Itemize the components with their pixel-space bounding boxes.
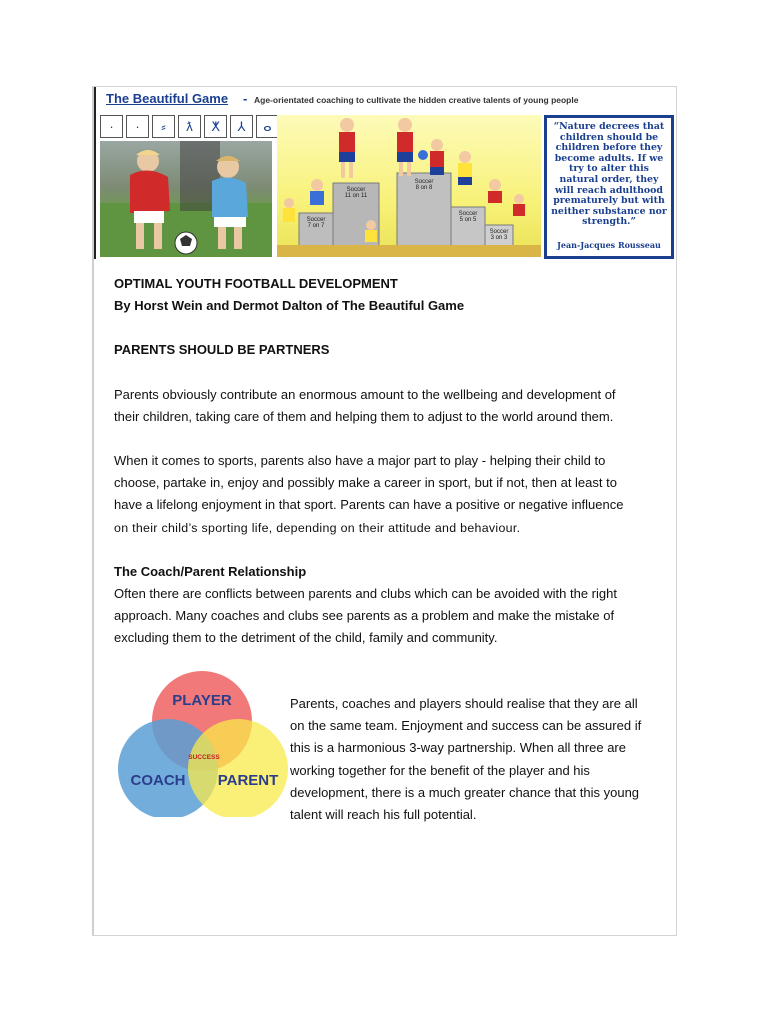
player-figure [488,179,502,203]
paragraph-line: When it comes to sports, parents also have a major part to play - helping their child to [114,453,606,469]
player-figure [339,118,355,178]
quote-text: “Nature decrees that children should be children before they become adults. If we try to alter this natural order, they will reach adulthood prematurely but with neither substance nor strength.” [551,121,667,228]
partnership-section [114,671,660,821]
banner [94,87,676,259]
partnership-paragraph [290,693,664,826]
rousseau-quote-box [544,115,674,259]
player-icon: ⅄ [230,115,253,138]
player-figure [365,220,377,242]
podium-label: Soccer [306,217,326,223]
paragraph-line: working together for the benefit of the player and his [290,762,590,778]
paragraph-line: on the same team. Enjoyment and success can be assured if [290,718,642,734]
paragraph-line: approach. Many coaches and clubs see parents as a problem and make the mistake of [114,608,615,624]
player-icon: ⸗ [152,115,175,138]
paragraph-line: Often there are conflicts between parents and clubs which can be avoided with the right [114,586,617,602]
player-figure [283,198,295,222]
ball-icon: · [100,115,123,138]
paragraph-line: Parents obviously contribute an enormous amount to the wellbeing and development of [114,386,616,402]
parent-circle [188,719,288,817]
banner-divider [94,87,96,259]
podium-label: Soccer [346,187,366,193]
venn-center-label: SUCCESS [188,754,220,761]
paragraph-line: excluding them to the detriment of the child, family and community. [114,630,498,646]
player-figure [513,194,525,216]
podium-label: Soccer [489,229,509,235]
player-icon-strip [100,115,279,138]
paragraph-line: their children, taking care of them and helping them to adjust to the world around them. [114,408,614,424]
document-page [92,86,677,936]
venn-coach-label: COACH [130,772,186,789]
ball-icon: · [126,115,149,138]
player-figure [310,179,324,205]
banner-title: The Beautiful Game [106,91,229,106]
player-figure [418,139,444,175]
paragraph-line: on their child’s sporting life, depending on their attitude and behaviour. [114,520,521,535]
paragraph-line: choose, partake in, enjoy and possibly make a career in sport, but if not, then at least to [114,475,617,491]
subheading: The Coach/Parent Relationship [114,563,307,579]
podium-sublabel: 11 on 11 [344,193,368,199]
section-heading: PARENTS SHOULD BE PARTNERS [114,342,330,358]
podium-label: Soccer [414,179,434,185]
venn-diagram [114,671,290,817]
article-byline: By Horst Wein and Dermot Dalton of The Beautiful Game [114,298,465,314]
article-title: OPTIMAL YOUTH FOOTBALL DEVELOPMENT [114,276,398,291]
podium-label: Soccer [458,211,478,217]
podium-sublabel: 7 on 7 [307,223,325,229]
player-icon: ⴰ [256,115,279,138]
paragraph-line: Parents, coaches and players should realise that they are all [290,696,638,711]
paragraph-line: this is a harmonious 3-way partnership. When all three are [290,740,626,756]
player-icon: ƛ [178,115,201,138]
paragraph-line: development, there is a much greater chance that this young [290,784,640,800]
player-figure [458,151,472,185]
venn-player-label: PLAYER [172,692,232,709]
podium-sublabel: 5 on 5 [459,217,477,223]
podium-sublabel: 3 on 3 [490,235,508,241]
article-body [114,273,660,650]
podium-sublabel: 8 on 8 [415,185,433,191]
children-football-photo [100,141,272,257]
banner-dash: - [243,91,248,106]
banner-tagline: Age-orientated coaching to cultivate the hidden creative talents of young people [254,95,579,105]
venn-parent-label: PARENT [217,772,279,789]
paragraph-line: talent will reach his full potential. [290,807,477,823]
quote-author: Jean-Jacques Rousseau [557,240,661,250]
player-icon: ⵅ [204,115,227,138]
age-podium-illustration [277,115,541,257]
paragraph-line: have a lifelong enjoyment in that sport. Parents can have a positive or negative influence [114,497,624,513]
player-figure [397,118,413,176]
